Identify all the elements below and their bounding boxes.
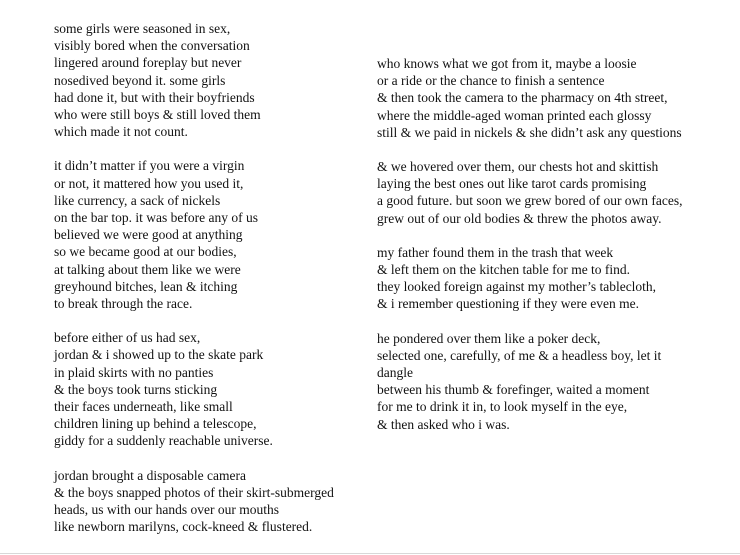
poem-left-column bbox=[54, 20, 374, 552]
poem-line: like currency, a sack of nickels bbox=[54, 192, 221, 208]
poem-line: lingered around foreplay but never bbox=[54, 55, 242, 71]
stanza bbox=[377, 330, 727, 433]
poem-line: who were still boys & still loved them bbox=[54, 107, 261, 123]
poem-line: jordan brought a disposable camera bbox=[54, 467, 246, 483]
stanza bbox=[377, 55, 727, 141]
poem-line: in plaid skirts with no panties bbox=[54, 364, 214, 380]
poem-line: which made it not count. bbox=[54, 124, 188, 140]
poem-line: to break through the race. bbox=[54, 296, 193, 312]
poem-line: where the middle-aged woman printed each glossy bbox=[377, 107, 652, 123]
poem-line: believed we were good at anything bbox=[54, 227, 243, 243]
poem-line: a good future. but soon we grew bored of our own faces, bbox=[377, 193, 683, 209]
poem-line: & then asked who i was. bbox=[377, 416, 510, 432]
poem-line: & then took the camera to the pharmacy on 4th street, bbox=[377, 90, 668, 106]
poem-line: between his thumb & forefinger, waited a moment bbox=[377, 382, 650, 398]
poem-line: selected one, carefully, of me & a headless boy, let it bbox=[377, 347, 662, 363]
poem-line: or not, it mattered how you used it, bbox=[54, 175, 244, 191]
poem-line: & the boys snapped photos of their skirt-submerged bbox=[54, 484, 334, 500]
poem-line: they looked foreign against my mother’s tablecloth, bbox=[377, 279, 657, 295]
poem-line: like newborn marilyns, cock-kneed & flustered. bbox=[54, 519, 313, 535]
stanza bbox=[377, 244, 727, 313]
poem-line: before either of us had sex, bbox=[54, 330, 201, 346]
poem-line: heads, us with our hands over our mouths bbox=[54, 502, 279, 518]
poem-line: nosedived beyond it. some girls bbox=[54, 72, 226, 88]
poem-line: & left them on the kitchen table for me to find. bbox=[377, 262, 631, 278]
stanza bbox=[54, 157, 374, 312]
poem-line: & i remember questioning if they were even me. bbox=[377, 296, 640, 312]
poem-line: giddy for a suddenly reachable universe. bbox=[54, 433, 273, 449]
poem-line: & we hovered over them, our chests hot and skittish bbox=[377, 159, 659, 175]
poem-line: he pondered over them like a poker deck, bbox=[377, 330, 601, 346]
poem-line: my father found them in the trash that week bbox=[377, 244, 614, 260]
poem-line: still & we paid in nickels & she didn’t ask any questions bbox=[377, 124, 682, 140]
poem-line: jordan & i showed up to the skate park bbox=[54, 347, 264, 363]
poem-line: who knows what we got from it, maybe a loosie bbox=[377, 56, 637, 71]
poem-line: laying the best ones out like tarot cards promising bbox=[377, 176, 647, 192]
poem-line: on the bar top. it was before any of us bbox=[54, 210, 258, 226]
poem-line: for me to drink it in, to look myself in the eye, bbox=[377, 399, 628, 415]
poem-line: dangle bbox=[377, 365, 413, 381]
poem-line: greyhound bitches, lean & itching bbox=[54, 278, 238, 294]
poem-line: had done it, but with their boyfriends bbox=[54, 89, 255, 105]
poem-line: so we became good at our bodies, bbox=[54, 244, 237, 260]
poem-line: some girls were seasoned in sex, bbox=[54, 21, 231, 36]
stanza bbox=[54, 20, 374, 140]
poem-line: or a ride or the chance to finish a sentence bbox=[377, 73, 605, 89]
bottom-divider bbox=[0, 553, 740, 554]
poem-line: it didn’t matter if you were a virgin bbox=[54, 158, 245, 174]
stanza bbox=[54, 467, 374, 536]
poem-right-column bbox=[377, 55, 727, 450]
poem-line: children lining up behind a telescope, bbox=[54, 416, 257, 432]
poem-line: & the boys took turns sticking bbox=[54, 381, 218, 397]
poem-line: their faces underneath, like small bbox=[54, 399, 233, 415]
poem-line: grew out of our old bodies & threw the photos away. bbox=[377, 210, 662, 226]
poem-line: visibly bored when the conversation bbox=[54, 38, 250, 54]
poem-line: at talking about them like we were bbox=[54, 261, 241, 277]
stanza bbox=[377, 158, 727, 227]
stanza bbox=[54, 329, 374, 449]
